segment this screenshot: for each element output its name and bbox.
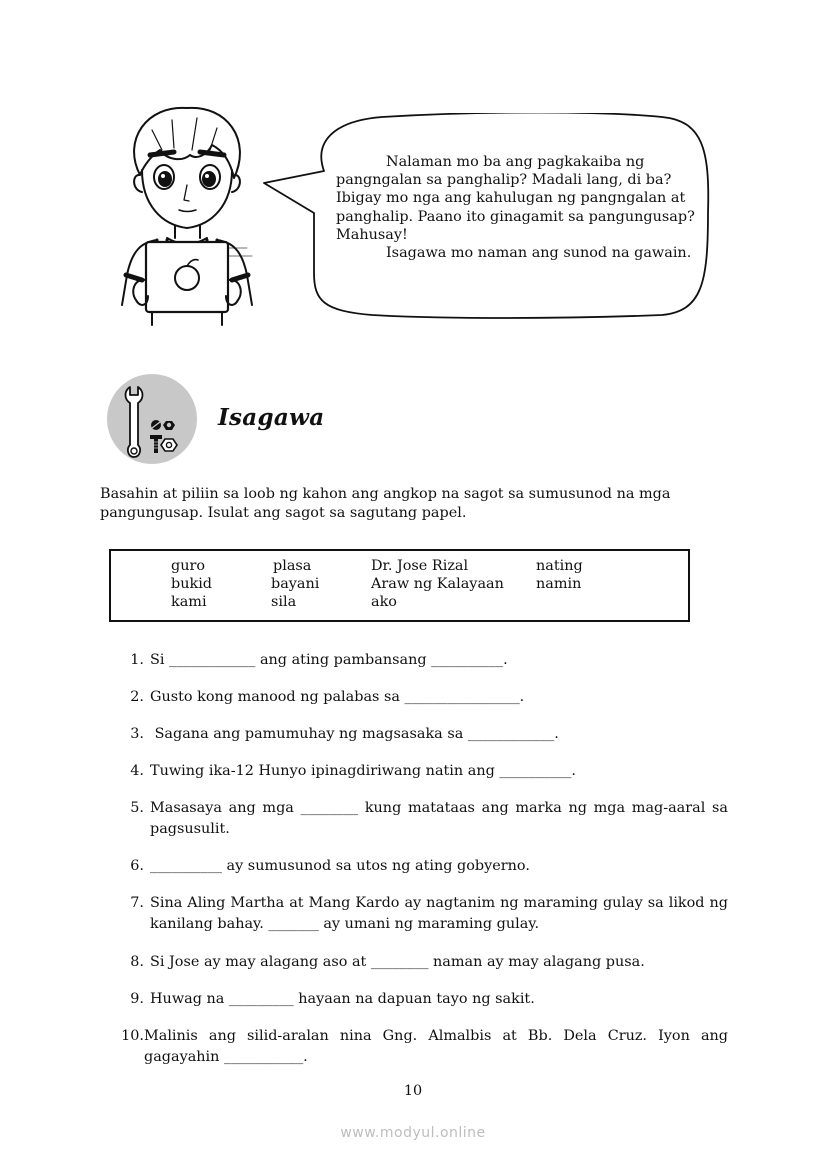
question-item [120,1026,728,1068]
word-bank-item: plasa [273,558,312,574]
question-text: Huwag na _________ hayaan na dapuan tayo ng sakit. [150,991,535,1007]
word-bank-item: bayani [271,576,320,592]
word-bank-item: ako [371,594,397,610]
question-item [120,856,728,877]
question-text: Gusto kong manood ng palabas sa ________________. [150,689,525,705]
page-number: 10 [403,1083,423,1099]
question-number: 2. [130,689,144,705]
question-text: Si Jose ay may alagang aso at ________ naman ay may alagang pusa. [150,954,645,970]
question-text: Malinis ang silid-aralan nina Gng. Almalbis at Bb. Dela Cruz. Iyon ang gagayahin ___________. [144,1028,728,1065]
word-bank-box [109,549,690,622]
watermark: www.modyul.online [340,1125,486,1141]
section-title: Isagawa [218,404,325,431]
question-item [120,687,728,708]
speech-bubble-text [336,153,696,262]
word-bank-item: namin [536,576,582,592]
boy-with-tablet-illustration [112,100,262,330]
question-item [120,650,728,671]
question-text: Sina Aling Martha at Mang Kardo ay nagtanim ng maraming gulay sa likod ng kanilang bahay. _______ ay umani ng maraming gulay. [150,895,728,932]
question-number: 7. [130,895,144,911]
question-item [120,724,728,745]
question-text: Tuwing ika-12 Hunyo ipinagdiriwang natin ang __________. [150,763,576,779]
bubble-paragraph-1: Nalaman mo ba ang pagkakaiba ng pangngalan sa panghalip? Madali lang, di ba? Ibigay mo nga ang kahulugan ng pangngalan at panghalip. Paano ito ginagamit sa pangungusap? Mahusay! [336,154,695,243]
question-item [120,798,728,840]
question-text: Masasaya ang mga ________ kung matataas ang marka ng mga mag-aaral sa pagsusulit. [150,800,728,837]
word-bank-item: Dr. Jose Rizal [371,558,469,574]
question-number: 4. [130,763,144,779]
word-bank-item: sila [271,594,297,610]
word-bank-item: guro [171,558,206,574]
question-number: 3. [130,726,144,742]
question-text: Sagana ang pamumuhay ng magsasaka sa ____________. [150,726,559,742]
question-number: 6. [130,858,144,874]
word-bank-item: kami [171,594,207,610]
question-number: 8. [130,954,144,970]
question-number: 1. [130,652,144,668]
question-item [120,989,728,1010]
instructions: Basahin at piliin sa loob ng kahon ang angkop na sagot sa sumusunod na mga pangungusap. Isulat ang sagot sa sagutang papel. [100,486,671,521]
question-number: 5. [130,800,144,816]
question-text: __________ ay sumusunod sa utos ng ating gobyerno. [150,858,530,874]
question-item [120,893,728,935]
question-text: Si ____________ ang ating pambansang __________. [150,652,508,668]
word-bank-item: nating [536,558,583,574]
question-number: 10. [121,1028,144,1044]
question-item [120,761,728,782]
bubble-paragraph-2: Isagawa mo naman ang sunod na gawain. [386,245,692,262]
word-bank-item: bukid [171,576,213,592]
question-number: 9. [130,991,144,1007]
tools-icon [106,373,198,465]
question-item [120,952,728,973]
word-bank-item: Araw ng Kalayaan [371,576,504,592]
